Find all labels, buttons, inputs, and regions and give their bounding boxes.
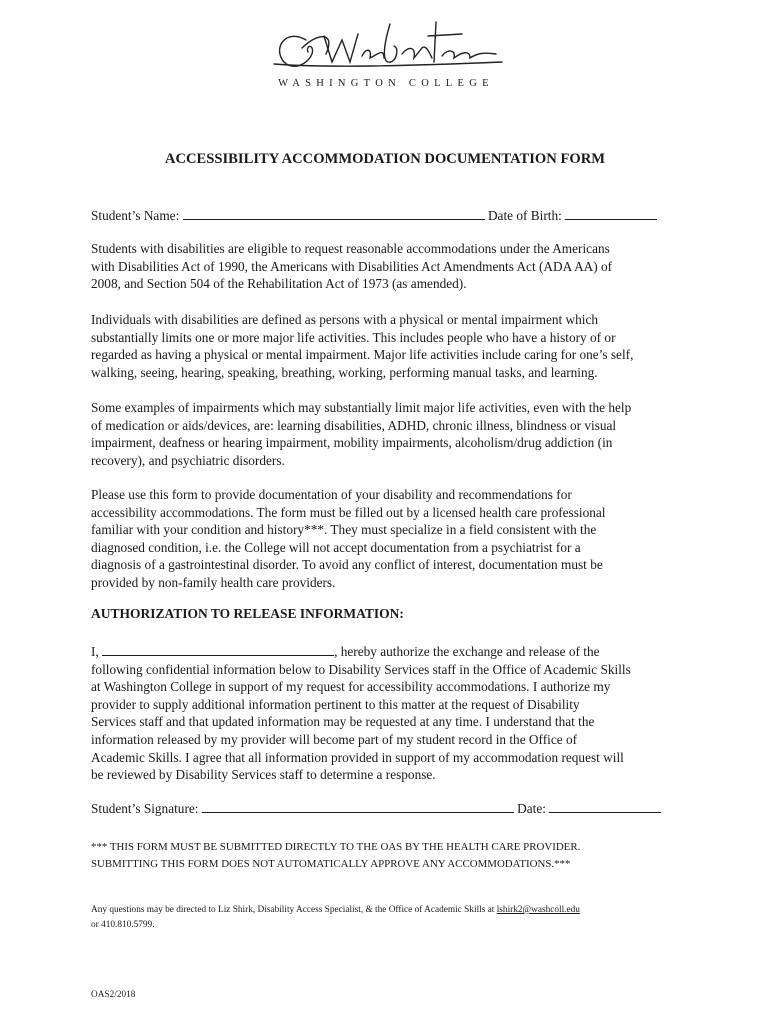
definition-paragraph: Individuals with disabilities are defined as persons with a physical or mental impairment which substantially limits one or more major life activities. This includes people who have a history of or regarded as having a physical or mental impairment. Major life activities include caring for one’s self, walking, seeing, hearing, speaking, breathing, working, performing manual tasks, and learning. (91, 312, 634, 380)
signature-field[interactable] (202, 800, 514, 813)
authorization-heading: AUTHORIZATION TO RELEASE INFORMATION: (91, 606, 404, 621)
authorization-paragraph: I, , hereby authorize the exchange and release of the following confidential information below to Disability Services staff in the Office of Academic Skills at Washington College in support of my request for accessibility accommodations. I authorize my provider to supply additional information pertinent to this matter at the request of Disability Services staff and that updated information may be requested at any time. I understand that the information released by my provider will become part of my student record in the Office of Academic Skills. I agree that all information provided in support of my accommodation request will be reviewed by Disability Services staff to determine a response. (91, 644, 631, 783)
auth-first-line-rest: , hereby authorize the exchange and release of the (334, 644, 600, 659)
signature-line (91, 800, 691, 817)
form-title: ACCESSIBILITY ACCOMMODATION DOCUMENTATION FORM (164, 151, 606, 167)
contact-phone: or 410.810.5799. (91, 920, 155, 930)
college-name: WASHINGTON COLLEGE (278, 78, 494, 89)
student-name-label: Student’s Name: (91, 208, 180, 223)
examples-paragraph: Some examples of impairments which may substantially limit major life activities, even with the help of medication or aids/devices, are: learning disabilities, ADHD, chronic illness, blindness or visual impairment, deafness or hearing impairment, mobility impairments, alcoholism/drug addiction (in recovery), and psychiatric disorders. (91, 400, 632, 468)
contact-email-link[interactable]: lshirk2@washcoll.edu (496, 905, 580, 915)
submission-notice: *** THIS FORM MUST BE SUBMITTED DIRECTLY TO THE OAS BY THE HEALTH CARE PROVIDER. SUBMITTING THIS FORM DOES NOT AUTOMATICALLY APPROVE ANY ACCOMMODATIONS.*** (91, 841, 581, 870)
signature-date-label: Date: (517, 801, 546, 816)
signature-date-field[interactable] (549, 800, 661, 813)
instructions-paragraph: Please use this form to provide documentation of your disability and recommendations for accessibility accommodations. The form must be filled out by a licensed health care professional familiar with your condition and history***. They must specialize in a field consistent with the diagnosed condition, i.e. the College will not accept documentation from a psychiatrist for a diagnosis of a gastrointestinal disorder. To avoid any conflict of interest, documentation must be provided by non-family health care providers. (91, 487, 606, 590)
dob-field[interactable] (565, 207, 657, 220)
contact-text: Any questions may be directed to Liz Shirk, Disability Access Specialist, & the Office of Academic Skills at (91, 905, 495, 915)
form-code: OAS2/2018 (91, 990, 136, 1000)
signature-label: Student’s Signature: (91, 801, 199, 816)
signature-logo-icon (266, 18, 506, 76)
authorizer-name-field[interactable] (102, 643, 334, 656)
student-name-field[interactable] (183, 207, 485, 220)
contact-info (91, 903, 580, 933)
auth-prefix: I, (91, 644, 99, 659)
student-info-line (91, 207, 691, 224)
dob-label: Date of Birth: (487, 208, 562, 223)
eligibility-paragraph: Students with disabilities are eligible to request reasonable accommodations under the Americans with Disabilities Act of 1990, the Americans with Disabilities Act Amendments Act (ADA AA) of 2008, and Section 504 of the Rehabilitation Act of 1973 (as amended). (91, 241, 613, 292)
